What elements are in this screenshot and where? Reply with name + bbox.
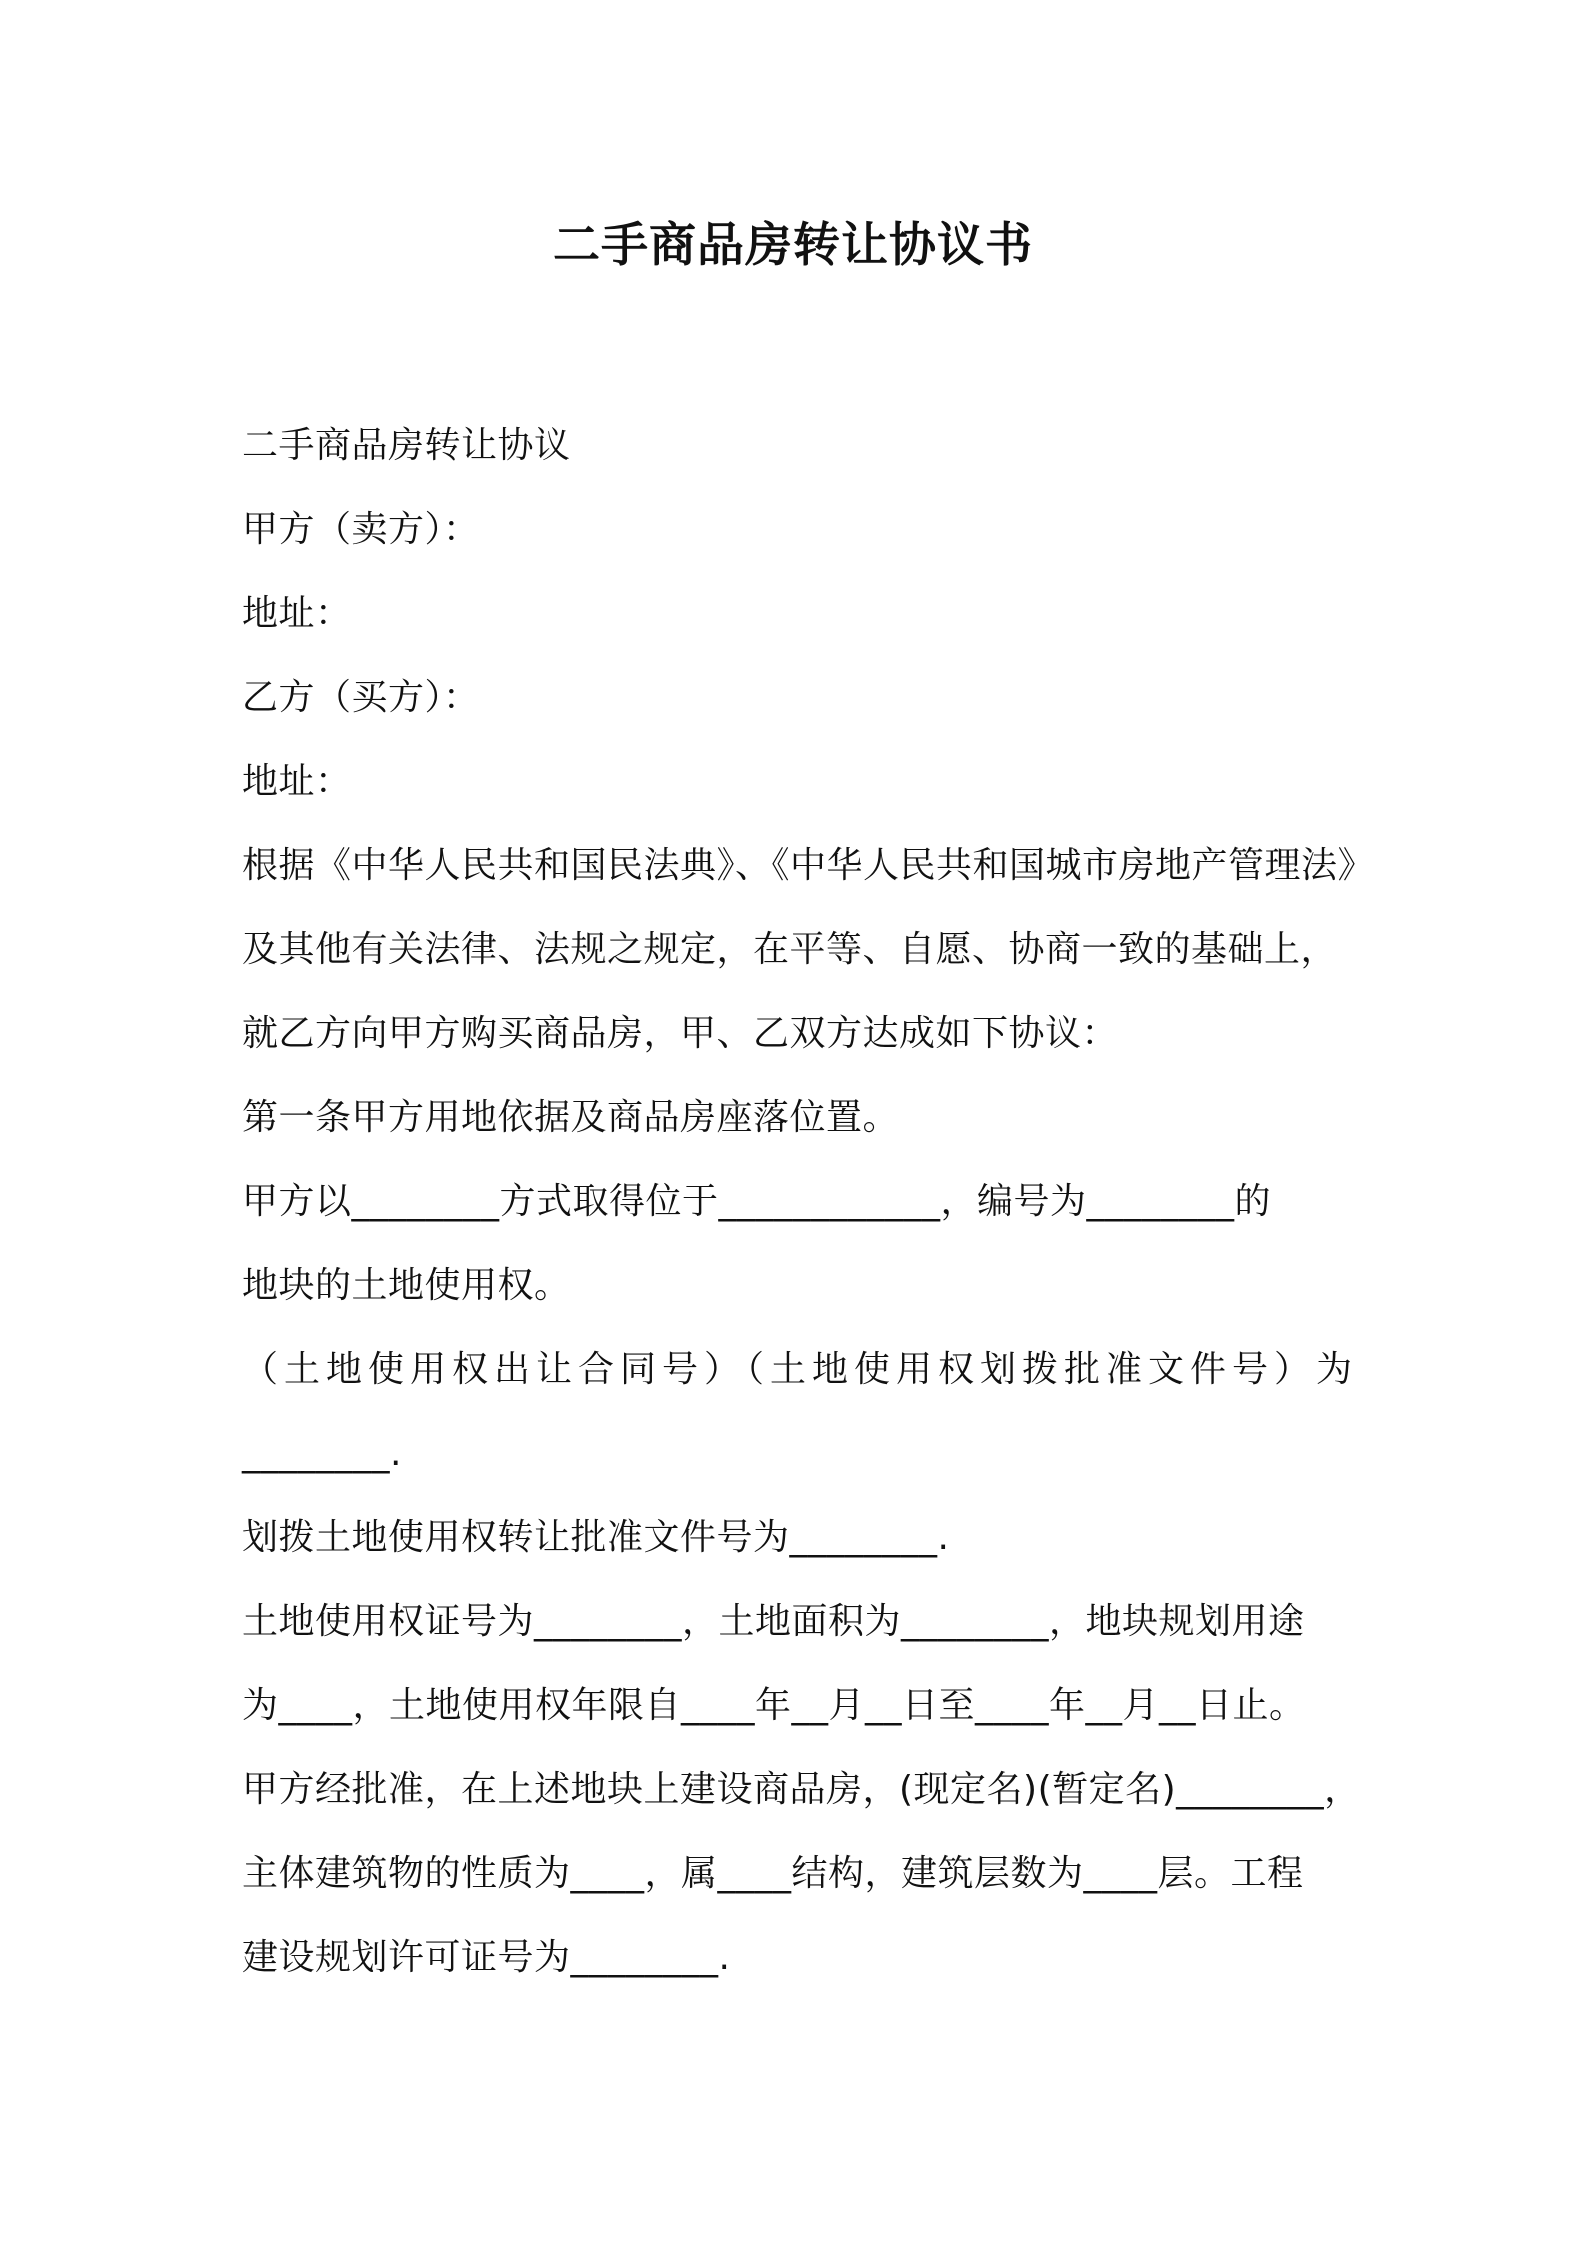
doc-line-building-name: 甲方经批准，在上述地块上建设商品房，(现定名)(暂定名)________， <box>242 1769 1361 1810</box>
doc-line-party-b: 乙方（买方）： <box>242 677 480 718</box>
doc-line-legal-basis-1: 根据《中华人民共和国民法典》、《中华人民共和国城市房地产管理法》 <box>242 845 1375 886</box>
doc-line-article-1-heading: 第一条甲方用地依据及商品房座落位置。 <box>242 1097 900 1138</box>
doc-line-land-use-right: 地块的土地使用权。 <box>242 1265 571 1306</box>
doc-line-party-b-address: 地址： <box>242 761 352 802</box>
doc-line-contract-number-blank: ________. <box>242 1433 402 1474</box>
document-title: 二手商品房转让协议书 <box>553 218 1033 273</box>
document-body <box>242 404 1375 2000</box>
doc-line-allocation-approval: 划拨土地使用权转让批准文件号为________. <box>242 1517 950 1558</box>
doc-line-subtitle: 二手商品房转让协议 <box>242 425 571 466</box>
doc-line-land-acquisition: 甲方以________方式取得位于____________，编号为________的 <box>242 1181 1272 1222</box>
doc-line-party-a-address: 地址： <box>242 593 352 634</box>
doc-line-building-structure: 主体建筑物的性质为____，属____结构，建筑层数为____层。工程 <box>242 1853 1304 1894</box>
doc-line-certificate-area: 土地使用权证号为________，土地面积为________，地块规划用途 <box>242 1601 1305 1642</box>
doc-line-party-a: 甲方（卖方）： <box>242 509 480 550</box>
doc-line-contract-number: （土地使用权出让合同号）（土地使用权划拨批准文件号）为 <box>242 1349 1359 1390</box>
doc-line-planning-permit: 建设规划许可证号为________. <box>242 1937 731 1978</box>
doc-line-legal-basis-2: 及其他有关法律、法规之规定，在平等、自愿、协商一致的基础上， <box>242 929 1338 970</box>
doc-line-legal-basis-3: 就乙方向甲方购买商品房，甲、乙双方达成如下协议： <box>242 1013 1119 1054</box>
doc-line-term: 为____，土地使用权年限自____年__月__日至____年__月__日止。 <box>242 1685 1306 1726</box>
